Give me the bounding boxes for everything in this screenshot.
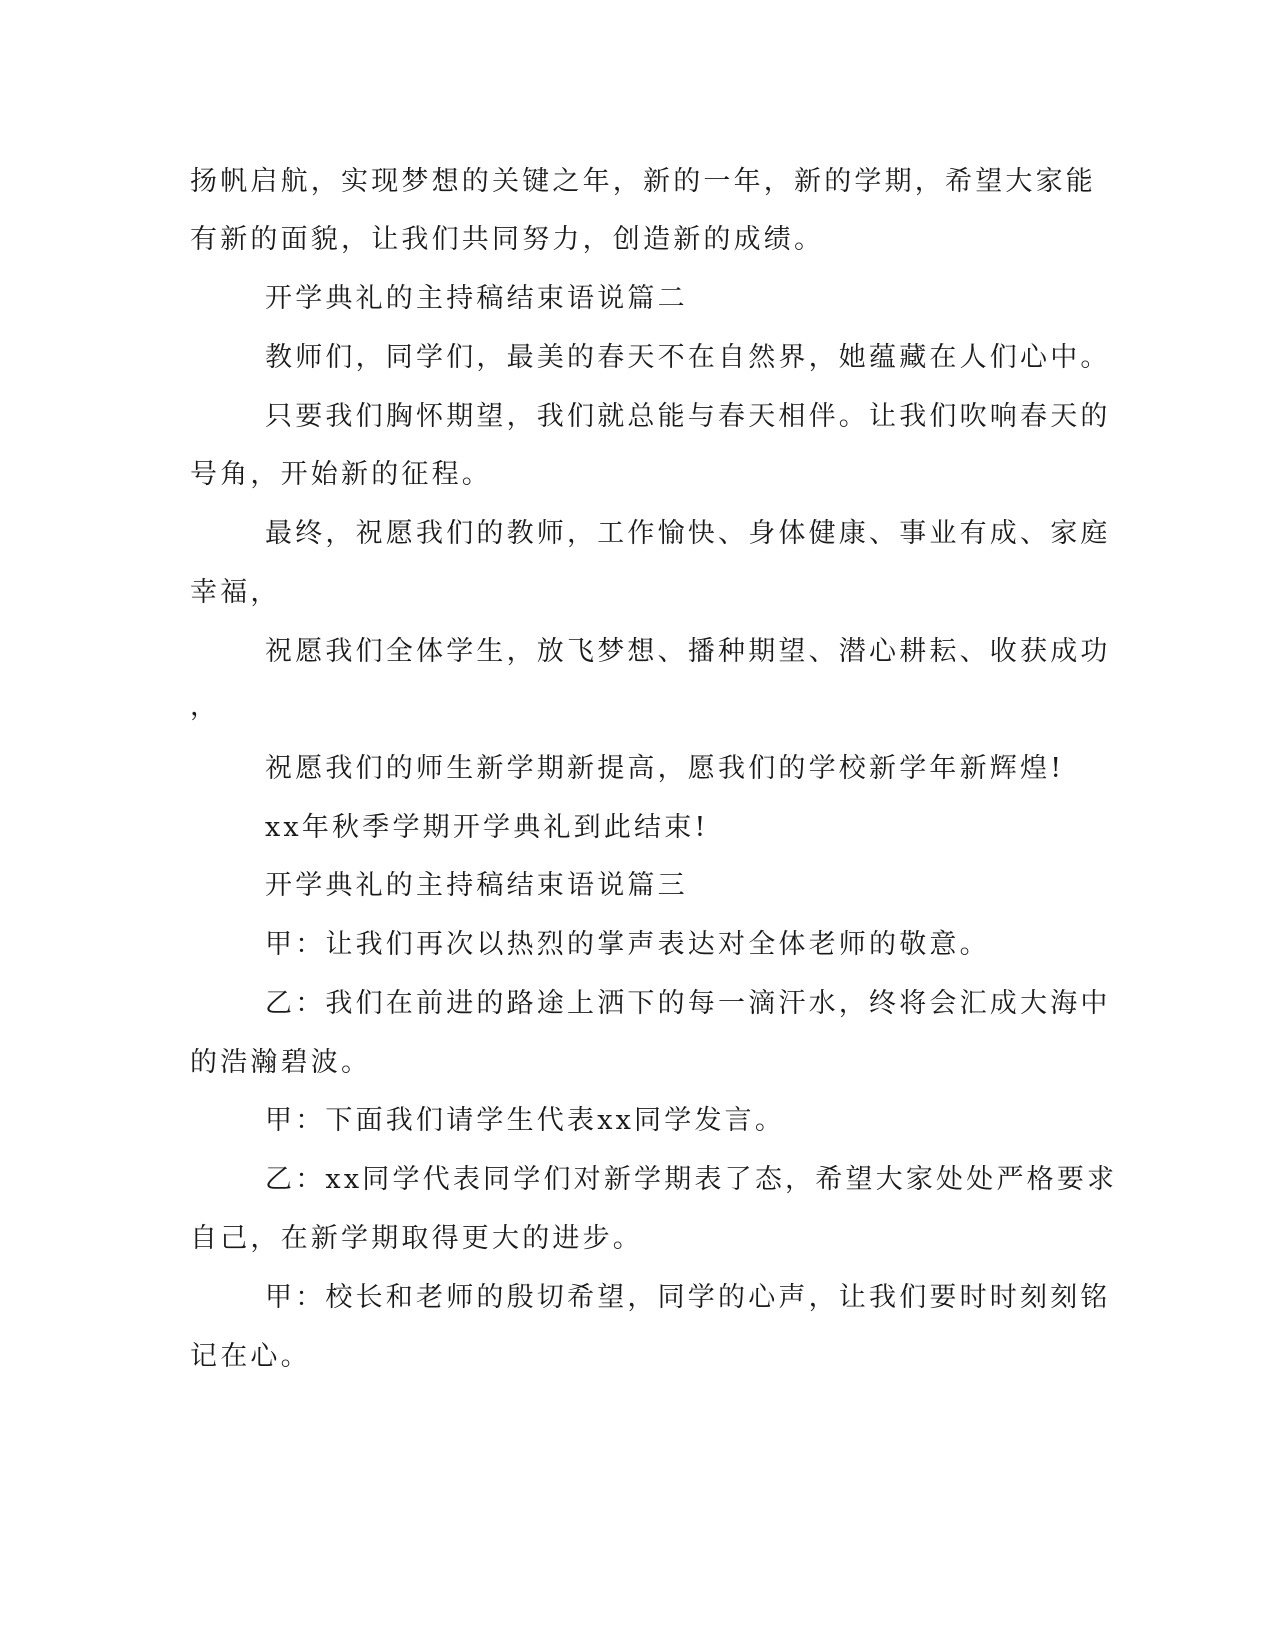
text-line: 有新的面貌，让我们共同努力，创造新的成绩。 (190, 224, 825, 255)
text-line: 幸福， (190, 577, 281, 608)
text-line: 祝愿我们的师生新学期新提高，愿我们的学校新学年新辉煌! (265, 753, 1065, 784)
text-line: 自己，在新学期取得更大的进步。 (190, 1223, 643, 1254)
text-line: 扬帆启航，实现梦想的关键之年，新的一年，新的学期，希望大家能 (190, 166, 1096, 197)
text-line: 甲：校长和老师的殷切希望，同学的心声，让我们要时时刻刻铭 (265, 1282, 1111, 1313)
text-line: 祝愿我们全体学生，放飞梦想、播种期望、潜心耕耘、收获成功 (265, 636, 1111, 667)
text-line: 甲：下面我们请学生代表xx同学发言。 (265, 1105, 786, 1136)
text-line: 甲：让我们再次以热烈的掌声表达对全体老师的敬意。 (265, 929, 990, 960)
text-line: 最终，祝愿我们的教师，工作愉快、身体健康、事业有成、家庭 (265, 518, 1111, 549)
text-line: 教师们，同学们，最美的春天不在自然界，她蕴藏在人们心中。 (265, 342, 1111, 373)
section-heading: 开学典礼的主持稿结束语说篇三 (265, 870, 688, 901)
text-line: ， (190, 691, 221, 722)
text-line: 乙：我们在前进的路途上洒下的每一滴汗水，终将会汇成大海中 (265, 988, 1111, 1019)
text-line: 的浩瀚碧波。 (190, 1047, 372, 1078)
section-heading: 开学典礼的主持稿结束语说篇二 (265, 283, 688, 314)
text-line: 只要我们胸怀期望，我们就总能与春天相伴。让我们吹响春天的 (265, 401, 1111, 432)
text-line: xx年秋季学期开学典礼到此结束! (265, 812, 709, 843)
text-line: 号角，开始新的征程。 (190, 459, 492, 490)
text-line: 乙：xx同学代表同学们对新学期表了态，希望大家处处严格要求 (265, 1164, 1118, 1195)
text-line: 记在心。 (190, 1341, 311, 1372)
